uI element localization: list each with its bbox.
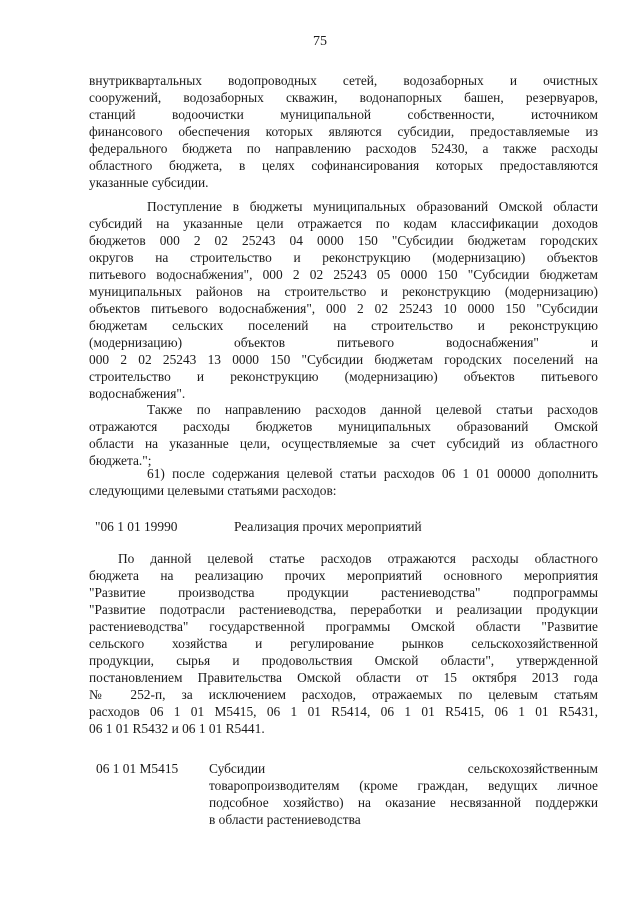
paragraph-line: области на указанные цели, осуществляемые за счет субсидий из областного [89,436,598,451]
paragraph-line: Поступление в бюджеты муниципальных образований Омской области [147,199,598,214]
paragraph-line: Также по направлению расходов данной целевой статьи расходов [147,402,598,417]
target-article-title-line: в области растениеводства [209,812,361,827]
paragraph-line: указанные субсидии. [89,175,209,190]
paragraph-line: внутриквартальных водопроводных сетей, водозаборных и очистных [89,73,598,88]
target-article-title-line: подсобное хозяйство) на оказание несвязанной поддержки [209,795,598,810]
paragraph-line: "Развитие подотрасли растениеводства, переработки и реализации продукции [89,602,598,617]
paragraph-line: областного бюджета, в целях софинансирования которых предоставляются [89,158,598,173]
paragraph-line: постановлением Правительства Омской области от 15 октября 2013 года [89,670,598,685]
paragraph-line: округов на строительство и реконструкцию (модернизацию) объектов [89,250,598,265]
paragraph-line: финансового обеспечения которых являются субсидии, предоставляемые из [89,124,598,139]
page-number: 75 [313,34,327,49]
paragraph-line: растениеводства" государственной программы Омской области "Развитие [89,619,598,634]
paragraph-line: субсидий на указанные цели отражается по кодам классификации доходов [89,216,598,231]
target-article-title-line: товаропроизводителям (кроме граждан, ведущих личное [209,778,598,793]
paragraph-line: отражаются расходы бюджетов муниципальных образований Омской [89,419,598,434]
paragraph-line: водоснабжения". [89,386,186,401]
paragraph-line: "Развитие производства продукции растениеводства" подпрограммы [89,585,598,600]
paragraph-line: питьевого водоснабжения", 000 2 02 25243 05 0000 150 "Субсидии бюджетам [89,267,598,282]
target-article-code: "06 1 01 19990 [95,519,178,534]
paragraph-line: По данной целевой статье расходов отражаются расходы областного [118,551,598,566]
paragraph-line: муниципальных районов на строительство и реконструкцию (модернизацию) [89,284,598,299]
paragraph-line: 61) после содержания целевой статьи расходов 06 1 01 00000 дополнить [147,466,598,481]
paragraph-line: сооружений, водозаборных скважин, водонапорных башен, резервуаров, [89,90,598,105]
paragraph-line: 000 2 02 25243 13 0000 150 "Субсидии бюджетам городских поселений на [89,352,598,367]
paragraph-line: (модернизацию) объектов питьевого водоснабжения" и [89,335,598,350]
paragraph-line: станций водоочистки муниципальной собственности, источником [89,107,598,122]
paragraph-line: бюджетов 000 2 02 25243 04 0000 150 "Субсидии бюджетам городских [89,233,598,248]
paragraph-line: бюджета на реализацию прочих мероприятий основного мероприятия [89,568,598,583]
paragraph-line: бюджетам сельских поселений на строительство и реконструкцию [89,318,598,333]
paragraph-line: бюджета."; [89,453,152,468]
paragraph-line: объектов питьевого водоснабжения", 000 2 02 25243 10 0000 150 "Субсидии [89,301,598,316]
paragraph-line: следующими целевыми статьями расходов: [89,483,337,498]
paragraph-line: № 252-п, за исключением расходов, отражаемых по целевым статьям [89,687,598,702]
paragraph-line: сельского хозяйства и регулирование рынков сельскохозяйственной [89,636,598,651]
paragraph-line: расходов 06 1 01 M5415, 06 1 01 R5414, 06 1 01 R5415, 06 1 01 R5431, [89,704,598,719]
target-article-title: Реализация прочих мероприятий [234,519,422,534]
paragraph-line: продукции, сырья и продовольствия Омской области", утвержденной [89,653,598,668]
paragraph-line: 06 1 01 R5432 и 06 1 01 R5441. [89,721,265,736]
target-article-code: 06 1 01 M5415 [96,761,179,776]
target-article-title-line: Субсидии сельскохозяйственным [209,761,598,776]
paragraph-line: федерального бюджета по направлению расходов 52430, а также расходы [89,141,598,156]
paragraph-line: строительство и реконструкцию (модернизацию) объектов питьевого [89,369,598,384]
